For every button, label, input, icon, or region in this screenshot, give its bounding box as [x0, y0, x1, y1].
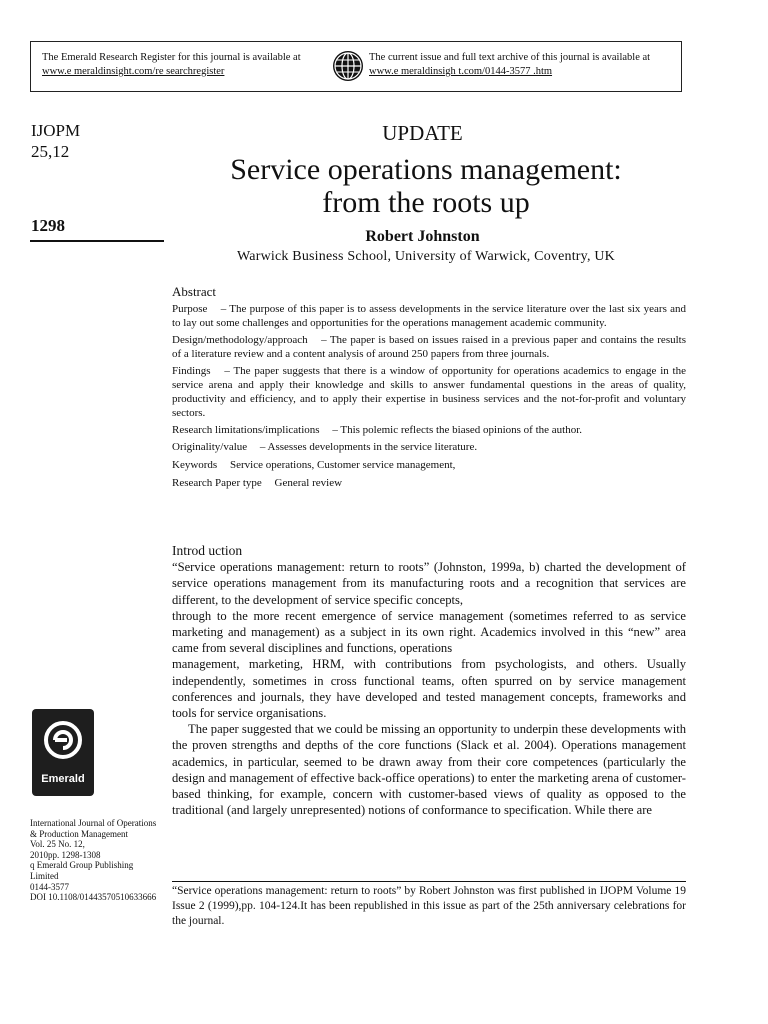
- intro-paragraph-1: “Service operations management: return to roots” (Johnston, 1999a, b) charted the development of service operations management from its manufacturing roots and a recognition that services are different, to the development of service specific concepts,: [172, 560, 686, 607]
- pubinfo-line: 0144-3577: [30, 881, 69, 892]
- intro-paragraph-4: The paper suggested that we could be missing an opportunity to underpin these developments with the proven strengths and depths of the core functions (Slack et al. 2004). Operations management academics, in particular, seemed to be drawn away from their core competences (particularly the design and management of effective back-office operations) to enter the marketing arena of customer-based thinking, for example, concern with customer-based views of quality as opposed to the traditional (and largely unrepresented) notions of conformance to specification. While there are: [172, 722, 686, 818]
- pubinfo-line: Vol. 25 No. 12,: [30, 839, 85, 850]
- originality-label: Originality/value: [172, 441, 248, 453]
- author-affiliation: Warwick Business School, University of Warwick, Coventry, UK: [237, 249, 615, 264]
- publication-info: [30, 818, 164, 903]
- abstract: [172, 285, 686, 494]
- paper-type-text: General review: [274, 477, 343, 489]
- intro-paragraph-3: management, marketing, HRM, with contributions from psychologists, and others. Usually independently, sometimes in cross functional teams, often spurred on by service management conferences and journals, they have developed and tested management concepts, frameworks and tools for service organisations.: [172, 657, 686, 721]
- design-label: Design/methodology/approach: [172, 334, 308, 346]
- limitations-text: – This polemic reflects the biased opinions of the author.: [332, 424, 582, 436]
- abstract-originality: [172, 440, 686, 454]
- section-label: UPDATE: [382, 121, 463, 145]
- sidebar-divider: [30, 240, 164, 242]
- findings-label: Findings: [172, 365, 211, 377]
- title-line-1: Service operations management:: [230, 153, 622, 186]
- pubinfo-line: q Emerald Group Publishing: [30, 860, 134, 871]
- access-banner: [30, 41, 682, 92]
- introduction-section: [172, 543, 686, 818]
- keywords-text: Service operations, Customer service management,: [229, 459, 456, 471]
- emerald-logo-text: Emerald: [41, 773, 85, 785]
- research-register-text: The Emerald Research Register for this journal is available at: [42, 52, 301, 63]
- pubinfo-line: & Production Management: [30, 828, 128, 839]
- footnote-divider: [172, 881, 686, 882]
- findings-text: – The paper suggests that there is a window of opportunity for operations academics to engage in the service arena and apply their knowledge and skills to answer fundamental questions in the areas of quality, productivity and efficiency, and to apply their expertise in business services and the not-for-profit and voluntary sectors.: [172, 365, 686, 419]
- footnote: “Service operations management: return to roots” by Robert Johnston was first published in IJOPM Volume 19 Issue 2 (1999),pp. 104-124.It has been republished in this issue as part of the 25th anniversary celebrations for the journal.: [172, 885, 686, 927]
- purpose-label: Purpose: [172, 303, 208, 315]
- journal-abbrev: IJOPM: [31, 121, 81, 140]
- keywords-label: Keywords: [172, 459, 218, 471]
- page-number: 1298: [31, 216, 65, 235]
- abstract-purpose: [172, 302, 686, 330]
- pubinfo-line: DOI 10.1108/01443570510633666: [30, 892, 157, 903]
- full-text-archive-note: [369, 51, 681, 79]
- abstract-limitations: [172, 423, 686, 437]
- full-text-archive-link[interactable]: www.e meraldinsigh t.com/0144-3577 .htm: [369, 66, 553, 77]
- emerald-logo: [32, 709, 94, 796]
- title-line-2: from the roots up: [322, 186, 530, 219]
- abstract-design: [172, 333, 686, 361]
- pubinfo-line: 2010pp. 1298-1308: [30, 849, 101, 860]
- purpose-text: – The purpose of this paper is to assess developments in the service literature over the last six years and to lay out some challenges and opportunities for the operations management academic community.: [172, 303, 686, 329]
- abstract-keywords: [172, 458, 686, 472]
- journal-code: [31, 120, 80, 162]
- globe-icon: [332, 50, 364, 82]
- design-text: – The paper is based on issues raised in a previous paper and contains the results of a literature review and a content analysis of around 250 papers from three journals.: [172, 334, 686, 360]
- article-title: [170, 153, 682, 219]
- abstract-findings: [172, 364, 686, 420]
- originality-text: – Assesses developments in the service literature.: [259, 441, 478, 453]
- abstract-paper-type: [172, 476, 686, 490]
- abstract-heading: Abstract: [172, 284, 217, 299]
- intro-paragraph-2: through to the more recent emergence of service management (sometimes referred to as service marketing and management) as a subject in its own right. Academics involved in this “new” area came from several disciplines and functions, operations: [172, 608, 686, 656]
- emerald-logo-icon: [41, 718, 85, 766]
- author-name: Robert Johnston: [365, 228, 480, 245]
- limitations-label: Research limitations/implications: [172, 424, 320, 436]
- paper-type-label: Research Paper type: [172, 477, 262, 489]
- full-text-archive-text: The current issue and full text archive of this journal is available at: [369, 52, 651, 63]
- pubinfo-line: Limited: [30, 870, 59, 881]
- research-register-note: [42, 51, 332, 79]
- research-register-link[interactable]: www.e meraldinsight.com/re searchregister: [42, 66, 225, 77]
- pubinfo-line: International Journal of Operations: [30, 818, 157, 828]
- journal-volume: 25,12: [31, 142, 70, 161]
- introduction-heading: Introd uction: [172, 543, 243, 558]
